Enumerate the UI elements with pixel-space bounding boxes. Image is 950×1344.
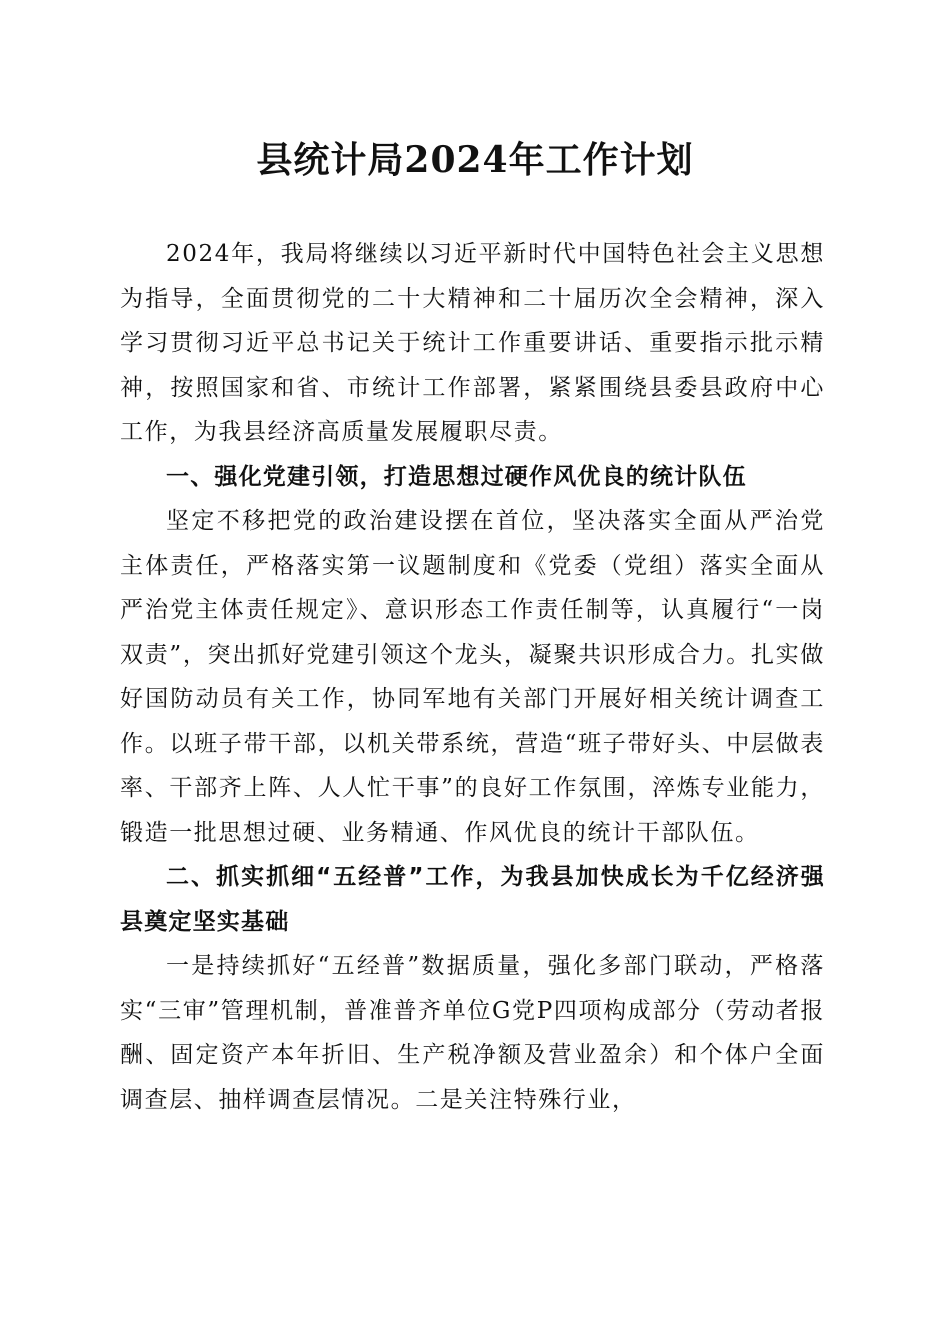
- document-title: 县统计局2024年工作计划: [256, 139, 694, 181]
- section-2-paragraph: 一是持续抓好“五经普”数据质量，强化多部门联动，严格落实“三审”管理机制，普准普齐单位G党P四项构成部分（劳动者报酬、固定资产本年折旧、生产税净额及营业盈余）和个体户全面调查层、抽样调查层情况。二是关注特殊行业，: [120, 953, 825, 1113]
- section-1-heading: 一、强化党建引领，打造思想过硬作风优良的统计队伍: [166, 463, 747, 490]
- document-body: [120, 232, 825, 1122]
- intro-paragraph: 2024年，我局将继续以习近平新时代中国特色社会主义思想为指导，全面贯彻党的二十大精神和二十届历次全会精神，深入学习贯彻习近平总书记关于统计工作重要讲话、重要指示批示精神，按照国家和省、市统计工作部署，紧紧围绕县委县政府中心工作，为我县经济高质量发展履职尽责。: [120, 241, 825, 445]
- section-2-heading: 二、抓实抓细“五经普”工作，为我县加快成长为千亿经济强县奠定坚实基础: [120, 864, 825, 935]
- section-1-paragraph: 坚定不移把党的政治建设摆在首位，坚决落实全面从严治党主体责任，严格落实第一议题制度和《党委（党组）落实全面从严治党主体责任规定》、意识形态工作责任制等，认真履行“一岗双责”，突出抓好党建引领这个龙头，凝聚共识形成合力。扎实做好国防动员有关工作，协同军地有关部门开展好相关统计调查工作。以班子带干部，以机关带系统，营造“班子带好头、中层做表率、干部齐上阵、人人忙干事”的良好工作氛围，淬炼专业能力，锻造一批思想过硬、业务精通、作风优良的统计干部队伍。: [120, 508, 825, 846]
